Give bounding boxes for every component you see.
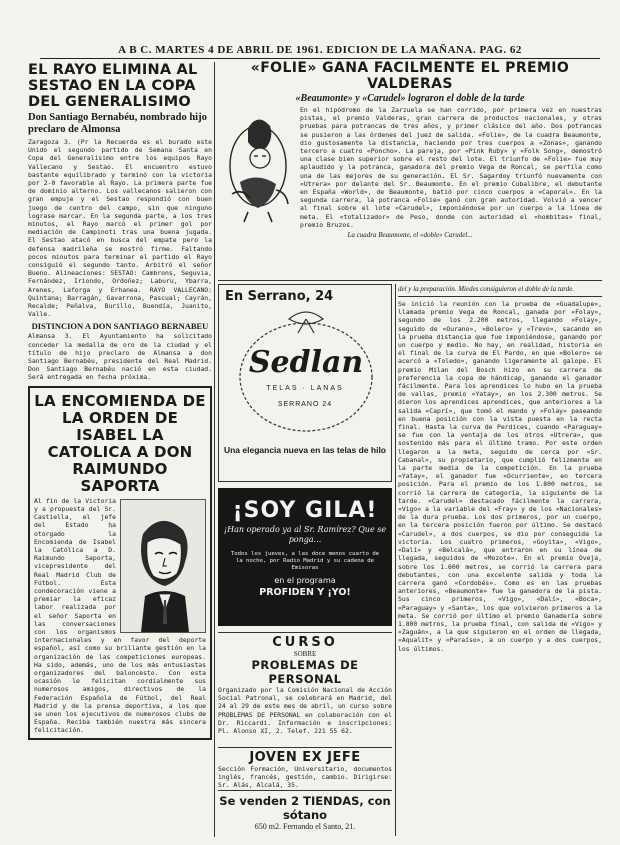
- section-divider: [218, 280, 602, 281]
- article-body-saporta: Al fin de la Victoria y a propuesta del Sr. Castiella, el jefe del Estado ha otorgado la Encomienda de Isabel la Católica a D. Raimundo Saporta, vicepresidente del Real Madrid Club de Fútbol. Esta condecoración viene a premiar la eficaz labor realizada por el señor Saporta en las conversaciones con los organismos internacionales y en favor del deporte español, así como su brillante gestión en la organización de las competiciones europeas. Ha sido, además, uno de los más entusiastas organizadores del baloncesto. Con esta ocasión le felicitan cordialmente sus numerosos amigos, directivos de la Federación Española de Fútbol, del Real Madrid y de la prensa deportiva, a los que se unen los ejecutivos de numerosos clubs de España. Reciba también nuestra más sincera felicitación.: [34, 496, 206, 735]
- racing-continuation-rule: [398, 296, 602, 297]
- article-headline-folie: «FOLIE» GANA FACILMENTE EL PREMIO VALDERAS: [250, 60, 570, 92]
- ad-gila-question: ¡Han operado ya al Sr. Ramírez? Que se ponga...: [223, 525, 387, 544]
- article-body-rayo: Zaragoza 3. (Pr la Recuerda es el burado este Unido el segundo partido de Semana Santa en Copa del Generalísimo entre los equipos Rayo Vallecano y Sestao. El encuentro estuvo bastante equilibrado y terminó con la victoria por 2-0 favorable al Rayo. La primera parte fue de dominio alterno. Los vallecanos salieron con gran empuje y el Sestao respondió con buen juego de centro del campo, sin que ninguno lograse marcar. En la segunda parte, a los tres minutos, el Rayo marcó el primer gol por mediación de Campinoti tras una buena jugada. El Sestao atacó en busca del empate pero la defensa madrileña se mostró firme. Faltando pocos minutos para terminar el partido el Rayo consiguió el segundo tanto. Arbitró el señor Bueno. Alineaciones: SESTAO: Cambrons, Seguvia, Fernández, Iriondo, Ordoñez; Laburu, Ybarra, Arenes, Laforga y Erhanea. RAYO VALLECANO: Quintana; Barragán, Gavarrona, Pascual; Cayrán, Recalde; Peñalva, Burillo, Buendía, Juanito, Valle.: [28, 138, 212, 319]
- ad-gila-headline: ¡SOY GILA!: [232, 498, 378, 523]
- saporta-portrait-drawing: [120, 499, 206, 633]
- ad-sedlan-location: En Serrano, 24: [225, 289, 334, 304]
- saporta-article-box: [28, 386, 212, 740]
- ad-gila-program: en el programa: [274, 576, 336, 585]
- article-caption-folie: La cuadra Beaumonte, el «doble» Carudel...: [347, 231, 473, 240]
- racing-article: [218, 60, 602, 280]
- article-subhead-distincion: DISTINCION A DON SANTIAGO BERNABEU: [31, 321, 209, 332]
- racing-cartoon-illustration: [218, 108, 296, 224]
- article-subhead-folie: «Beaumonte» y «Carudel» lograron el doble de la tarde: [295, 93, 525, 104]
- article-body-folie: En el hipódromo de la Zarzuela se han corrido, por primera vez en nuestras pistas, el premio Valderas, gran carrera de productos nacionales, y otras pruebas para potrancas de tres años, y primer clásico del año. Dos potrancas se pusieron a las órdenes del juez de salida. «Folie», de la cuadra Beaumonte, dio gustosamente la distancia, haciendo por tres cuerpos a «Zonas», ganando tercero a cuatro «Poncho». La pareja, por «Pink Ruby» y «Folk Song», demostró una clase bien superior sobre el resto del lote. El triunfo de «Folie» fue muy aplaudido y la potranca, ganadora del premio Vega de Roncal, se perfila como una de las mejores de su generación. El Sr. Sagardoy triunfó nuevamente con «Utrera» por delante del Sr. Beaumonte. En el premio Cubalibre, el debutante en España «World», de Beaumonte, batió por cinco cuerpos a «Caporal». En la segunda carrera, la potranca «Folie» ganó con gran autoridad. Volvió a vencer al final sobre el lote «Carudel», imponiéndose por un cuerpo a la línea de meta. El «totalizador» de Peso, donde con autoridad el «hombitas» final, premio Bruzos.: [300, 106, 602, 229]
- advertisements-column: [218, 284, 392, 840]
- article-subhead-bernabeu: Don Santiago Bernabéu, nombrado hijo preclaro de Almonsa: [28, 112, 207, 135]
- ad-gila: [218, 488, 392, 626]
- ad-sedlan-brand: Sedlan: [248, 345, 364, 380]
- ad-tiendas-subtitle: 650 m2. Fernando el Santo, 21.: [254, 822, 356, 831]
- ad-column-divider: [395, 284, 396, 836]
- ad-sedlan-address: SERRANO 24: [277, 401, 333, 408]
- ad-tiendas: [218, 790, 392, 829]
- article-body-distincion: Almansa 3. El Ayuntamiento ha solicitado conceder la medalla de oro de la ciudad y el título de hijo preclaro de Almansa a don Santiago Bernabéu, presidente del Real Madrid. Don Santiago Bernabéu nació en esta ciudad. Será entregada en fecha próxima.: [28, 332, 212, 382]
- ad-sedlan-subtitle: TELAS · LANAS: [266, 385, 344, 392]
- ad-tiendas-title: Se venden 2 TIENDAS, con sótano: [219, 794, 391, 822]
- portrait-illustration: [121, 500, 205, 632]
- racing-continuation-intro: del y la preparación. Miedes consiguieron el doble de la tarde.: [398, 285, 575, 293]
- column-divider: [214, 62, 215, 837]
- ad-gila-fine-print: Todos los jueves, a las doce menos cuarto de la noche, por Radio Madrid y su cadena de Emisoras: [230, 551, 380, 571]
- ad-sedlan: [218, 284, 392, 482]
- ad-joven-ex-jefe: [218, 747, 392, 788]
- racing-continuation-body: Se inició la reunión con la prueba de «Guadalupe», llamada premio Vega de Roncal, ganada por «Folay», segundo de los 2.200 metros, llegando «Folay», seguido de «Ourano», «Bolero» y «Trevo», sacando en la prueba distancia que fue imponiéndose, ganando por un cuerpo y medio. No hay, en realidad, historia en el final de la curva de El Pardo, en que «Bolero» se acercó a «Toledo», ganando ligeramente al galope. El premio Milan del Bosch hizo en su carrera de preferencia la copa de hándicap, ganando el ganador fácilmente. Para los aprendices lo hubo en la prueba de vallas, premio «Yatay», en los 2.300 metros. Se dieron los aprendices aprendices, que anteriores a la salida «Caprí», que tomó el mando y «Folay» paseando en buena posición con la vista puesta en la recta final. Hasta la curva de Perdices, cuando «Paraguay» se fue con la ventaja de los otros «Utrera», que sostenido más para el último tramo. Por este orden llegaron a la meta, seguido de cerca por «Sr. Cabanal», su propietario, que cumplió felizmente en la parte media de la competición. En la prueba «Yatay», el ganador fue «Ocurriente», en tercera posición. Para el premio de los 1.800 metros, se corrió la carrera de categoría, la siguiente de la tarde. «Carudel» destacado fácilmente la carrera, «Vigo» a la variable del «Fray» y de los «Nacionales» de la dura prueba. Los dos primeros, por un cuerpo, en la tercera posición fueron por último. Se destacó «Carudel», a dos cuerpos, se dio por conseguida la victoria. Los cuatro primeros, «Goyita», «Vigo», «Dalí» y «Belcalá», que entraron en su línea de llegada, seguidos de «Mozote». En el premio Oveja, sobre los 1.600 metros, se corrió la carrera para debutantes, con una excelente salida y toda la carrera ganó «Cordobés». Como es en las pruebas anteriores, «Beaumonte» fue la ganadora de la pista. Sus cinco primeros, «Vigo», «Dalí», «Boca», «Paraguay» y «Santa», los que volvieron primeros a la meta. Se corrió por último el premio Ganadería sobre 1.800 metros, la prueba final, con salida de «Vigo» y «Zaguán», a la que siguieron en el orden de llegada, «Aqualit» y «Paraíso», a un cuerpo y a dos cuerpos, los últimos.: [398, 300, 602, 653]
- ad-curso: [218, 632, 392, 745]
- article-headline-rayo: EL RAYO ELIMINA AL SESTAO EN LA COPA DEL GENERALISIMO: [28, 62, 198, 110]
- left-column: [28, 60, 212, 842]
- ad-gila-sponsor: PROFIDEN Y ¡YO!: [259, 587, 351, 598]
- ad-curso-title: CURSO: [272, 635, 338, 650]
- article-headline-saporta: LA ENCOMIENDA DE LA ORDEN DE ISABEL LA CATOLICA A DON RAIMUNDO SAPORTA: [34, 391, 206, 495]
- ad-jefe-body: Sección Formación, Universitario, documentos inglés, francés, gestión, cambio. Dirigirse: Sr. Alás, Alcalá, 35.: [218, 765, 392, 790]
- racing-continuation-column: [398, 284, 602, 840]
- ad-jefe-title: JOVEN EX JEFE: [249, 750, 361, 765]
- ad-curso-body: Organizado por la Comisión Nacional de Acción Social Patronal, se celebrará en Madrid, del 24 al 29 de este mes de abril, un curso sobre PROBLEMAS DE PERSONAL en colaboración con el Dr. Riccardi. Información e inscripciones: Pl. Alonso XI, 2. Telef. 221 55 62.: [218, 686, 392, 736]
- ad-sedlan-tagline: Una elegancia nueva en las telas de hilo: [223, 445, 387, 455]
- page-masthead: A B C. MARTES 4 DE ABRIL DE 1961. EDICION DE LA MAÑANA. PAG. 62: [40, 44, 600, 59]
- ad-curso-subject: PROBLEMAS DE PERSONAL: [251, 658, 359, 686]
- ad-curso-sobre: SOBRE: [293, 650, 317, 658]
